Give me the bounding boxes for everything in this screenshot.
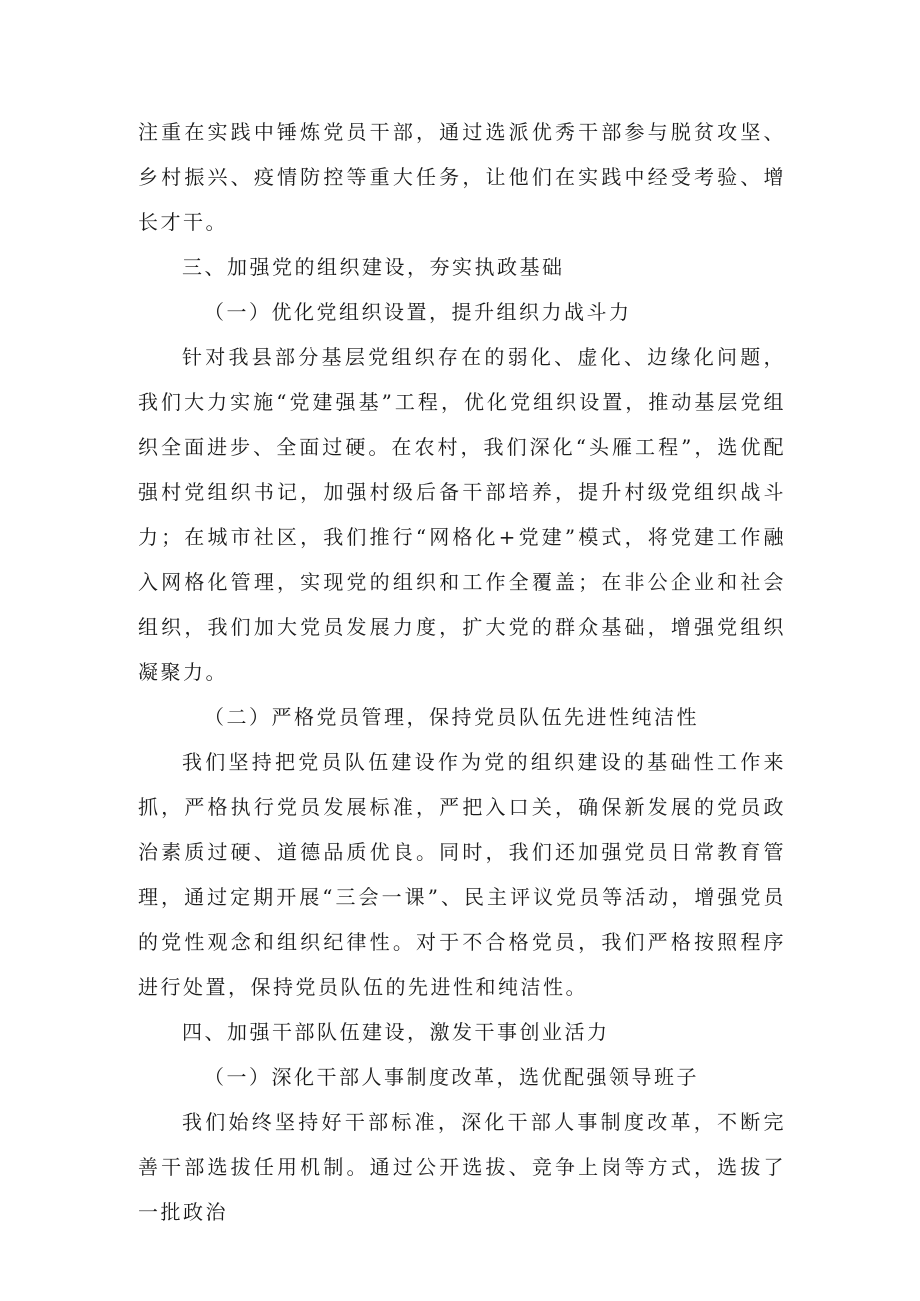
document-body [138,110,786,1235]
subsection-heading-3-1: （一）优化党组织设置，提升组织力战斗力 [204,300,632,324]
paragraph-cadre-reform: 我们始终坚持好干部标准，深化干部人事制度改革，不断完善干部选拔任用机制。通过公开选拔、竞争上岗等方式，选拔了一批政治 [138,1110,786,1224]
paragraph-member-management: 我们坚持把党员队伍建设作为党的组织建设的基础性工作来抓，严格执行党员发展标准，严把入口关，确保新发展的党员政治素质过硬、道德品质优良。同时，我们还加强党员日常教育管理，通过定期开展“三会一课”、民主评议党员等活动，增强党员的党性观念和组织纪律性。对于不合格党员，我们严格按照程序进行处置，保持党员队伍的先进性和纯洁性。 [138,750,786,999]
paragraph-practice: 注重在实践中锤炼党员干部，通过选派优秀干部参与脱贫攻坚、乡村振兴、疫情防控等重大任务，让他们在实践中经受考验、增长才干。 [138,120,786,234]
subsection-heading-4-1: （一）深化干部人事制度改革，选优配强领导班子 [204,1065,699,1089]
section-heading-3: 三、加强党的组织建设，夯实执政基础 [182,255,565,279]
section-heading-4: 四、加强干部队伍建设，激发干事创业活力 [182,1020,610,1044]
subsection-heading-3-2: （二）严格党员管理，保持党员队伍先进性纯洁性 [204,705,699,729]
paragraph-org-setup: 针对我县部分基层党组织存在的弱化、虚化、边缘化问题，我们大力实施“党建强基”工程，优化党组织设置，推动基层党组织全面进步、全面过硬。在农村，我们深化“头雁工程”，选优配强村党组织书记，加强村级后备干部培养，提升村级党组织战斗力；在城市社区，我们推行“网格化+党建”模式，将党建工作融入网格化管理，实现党的组织和工作全覆盖；在非公企业和社会组织，我们加大党员发展力度，扩大党的群众基础，增强党组织凝聚力。 [138,345,786,684]
